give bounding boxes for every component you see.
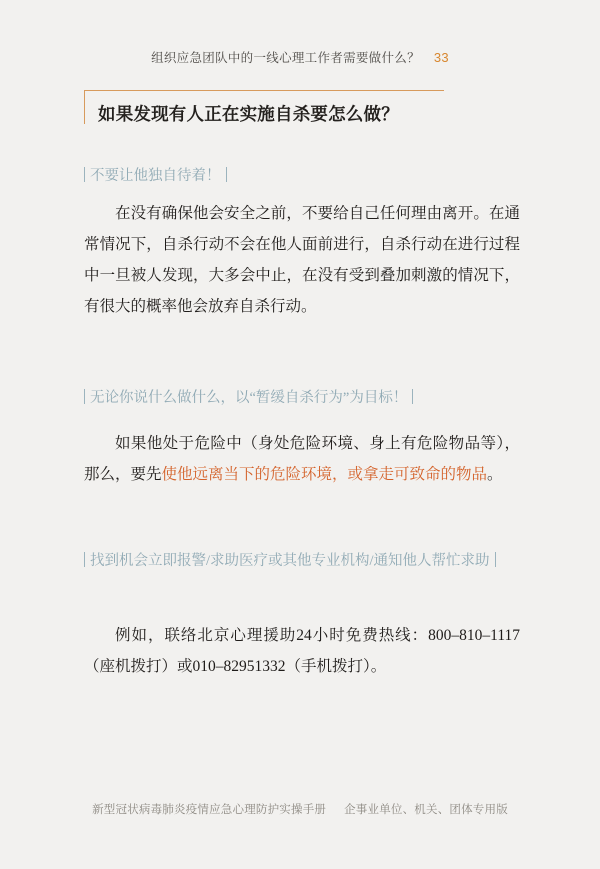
subheading-2-text: 无论你说什么做什么，以“暂缓自杀行为”为目标！ bbox=[90, 390, 408, 406]
subheading-3-text: 找到机会立即报警/求助医疗或其他专业机构/通知他人帮忙求助 bbox=[90, 553, 490, 569]
footer-right-text: 企事业单位、机关、团体专用版 bbox=[344, 804, 508, 816]
paragraph-2-highlight: 使他远离当下的危险环境，或拿走可致命的物品 bbox=[161, 466, 488, 483]
chapter-title: 组织应急团队中的一线心理工作者需要做什么？ bbox=[151, 51, 420, 65]
section-heading-text: 如果发现有人正在实施自杀要怎么做？ bbox=[98, 104, 399, 124]
bracket-right-icon bbox=[495, 552, 496, 567]
section-heading bbox=[84, 90, 524, 127]
paragraph-3: 例如，联络北京心理援助24小时免费热线：800–810–1117（座机拨打）或010–82951332（手机拨打）。 bbox=[84, 627, 520, 675]
heading-rule bbox=[84, 90, 444, 91]
subheading-1-text: 不要让他独自待着！ bbox=[90, 168, 221, 184]
heading-left-cap bbox=[84, 90, 85, 124]
bracket-left-icon bbox=[84, 552, 85, 567]
page-footer bbox=[0, 801, 600, 817]
bracket-right-icon bbox=[226, 167, 227, 182]
subheading-2 bbox=[84, 385, 520, 412]
page-number: 33 bbox=[433, 50, 449, 65]
running-header bbox=[0, 48, 600, 66]
paragraph-1: 在没有确保他会安全之前，不要给自己任何理由离开。在通常情况下，自杀行动不会在他人面前进行，自杀行动在进行过程中一旦被人发现，大多会中止，在没有受到叠加刺激的情况下，有很大的概率他会放弃自杀行动。 bbox=[84, 205, 520, 315]
subheading-3 bbox=[84, 548, 520, 575]
bracket-left-icon bbox=[84, 389, 85, 404]
footer-left-text: 新型冠状病毒肺炎疫情应急心理防护实操手册 bbox=[92, 804, 327, 816]
bracket-left-icon bbox=[84, 167, 85, 182]
bracket-right-icon bbox=[412, 389, 413, 404]
paragraph-2-tail: 。 bbox=[487, 466, 503, 483]
paragraph-2-lead: 如果他处于危险中（身处危险环境、身上有危险物品等），那么，要先 bbox=[84, 435, 520, 483]
subheading-1 bbox=[84, 163, 520, 190]
paragraph-2 bbox=[84, 428, 520, 490]
